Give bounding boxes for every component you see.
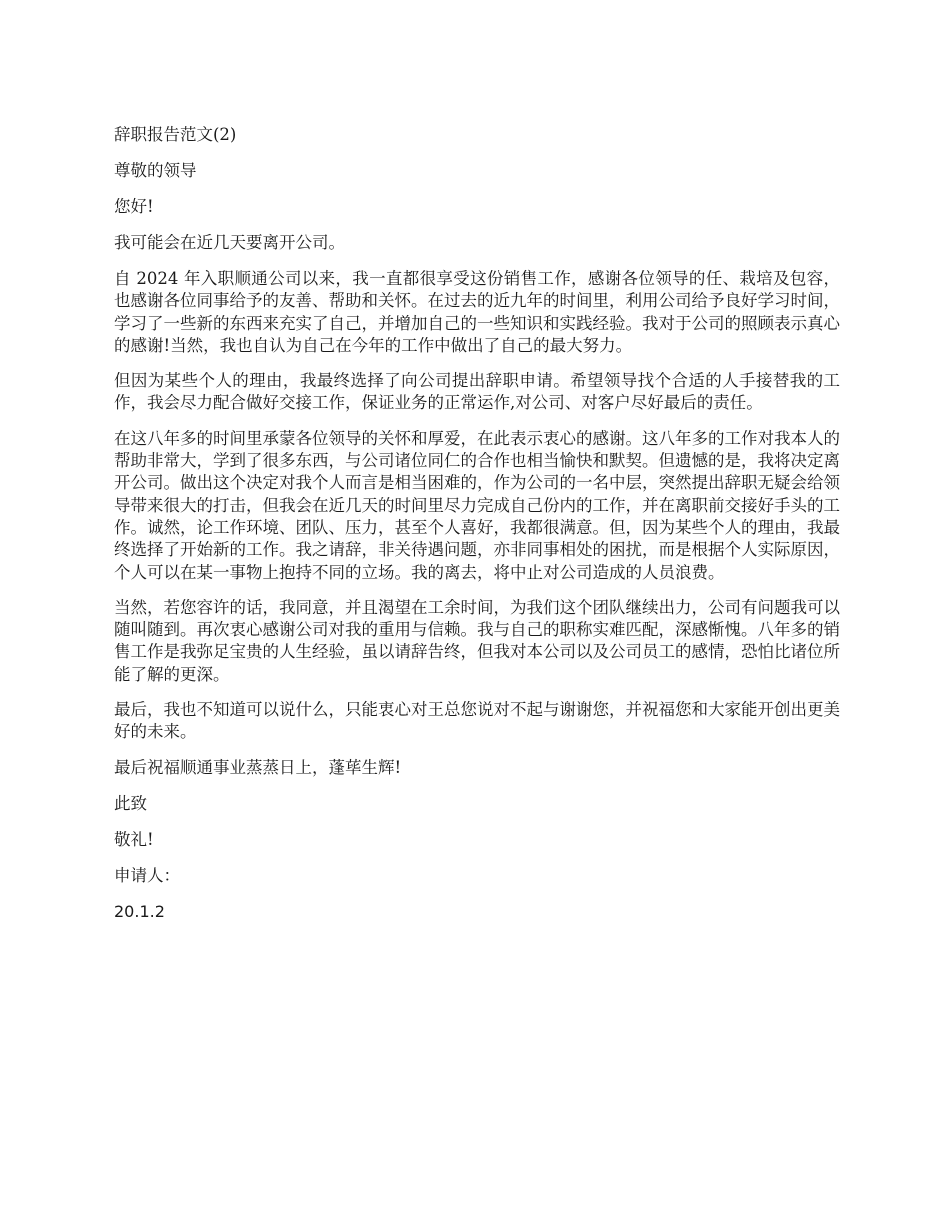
paragraph-intro: 我可能会在近几天要离开公司。 [114,233,345,252]
paragraph-reason: 但因为某些个人的理由，我最终选择了向公司提出辞职申请。希望领导找个合适的人手接替我的工作，我会尽力配合做好交接工作，保证业务的正常运作,对公司、对客户尽好最后的责任。 [114,371,840,413]
closing-line-1: 此致 [114,793,147,813]
closing-line-2: 敬礼! [114,829,154,849]
salutation: 尊敬的领导 [114,161,197,180]
document-page [114,124,840,937]
paragraph-farewell: 最后，我也不知道可以说什么，只能衷心对王总您说对不起与谢谢您，并祝福您和大家能开创出更美好的未来。 [114,700,840,742]
document-date: 20.1.2 [114,901,165,921]
document-title: 辞职报告范文(2) [114,125,237,144]
paragraph-gratitude: 自 2024 年入职顺通公司以来，我一直都很享受这份销售工作，感谢各位领导的任、栽培及包容，也感谢各位同事给予的友善、帮助和关怀。在过去的近九年的时间里，利用公司给予良好学习时间，学习了一些新的东西来充实了自己，并增加自己的一些知识和实践经验。我对于公司的照顾表示真心的感谢!当然，我也自认为自己在今年的工作中做出了自己的最大努力。 [114,269,840,355]
paragraph-reflection: 在这八年多的时间里承蒙各位领导的关怀和厚爱，在此表示衷心的感谢。这八年多的工作对我本人的帮助非常大，学到了很多东西，与公司诸位同仁的合作也相当愉快和默契。但遗憾的是，我将决定离开公司。做出这个决定对我个人而言是相当困难的，作为公司的一名中层，突然提出辞职无疑会给领导带来很大的打击，但我会在近几天的时间里尽力完成自己份内的工作，并在离职前交接好手头的工作。诚然，论工作环境、团队、压力，甚至个人喜好，我都很满意。但，因为某些个人的理由，我最终选择了开始新的工作。我之请辞，非关待遇问题，亦非同事相处的困扰，而是根据个人实际原因，个人可以在某一事物上抱持不同的立场。我的离去，将中止对公司造成的人员浪费。 [114,428,840,582]
paragraph-offer: 当然，若您容许的话，我同意，并且渴望在工余时间，为我们这个团队继续出力，公司有问题我可以随叫随到。再次衷心感谢公司对我的重用与信赖。我与自己的职称实难匹配，深感惭愧。八年多的销售工作是我弥足宝贵的人生经验，虽以请辞告终，但我对本公司以及公司员工的感情，恐怕比诸位所能了解的更深。 [114,597,840,684]
applicant-label: 申请人： [114,865,180,885]
greeting: 您好! [114,197,154,216]
paragraph-blessing: 最后祝福顺通事业蒸蒸日上，蓬荜生辉! [114,757,402,777]
